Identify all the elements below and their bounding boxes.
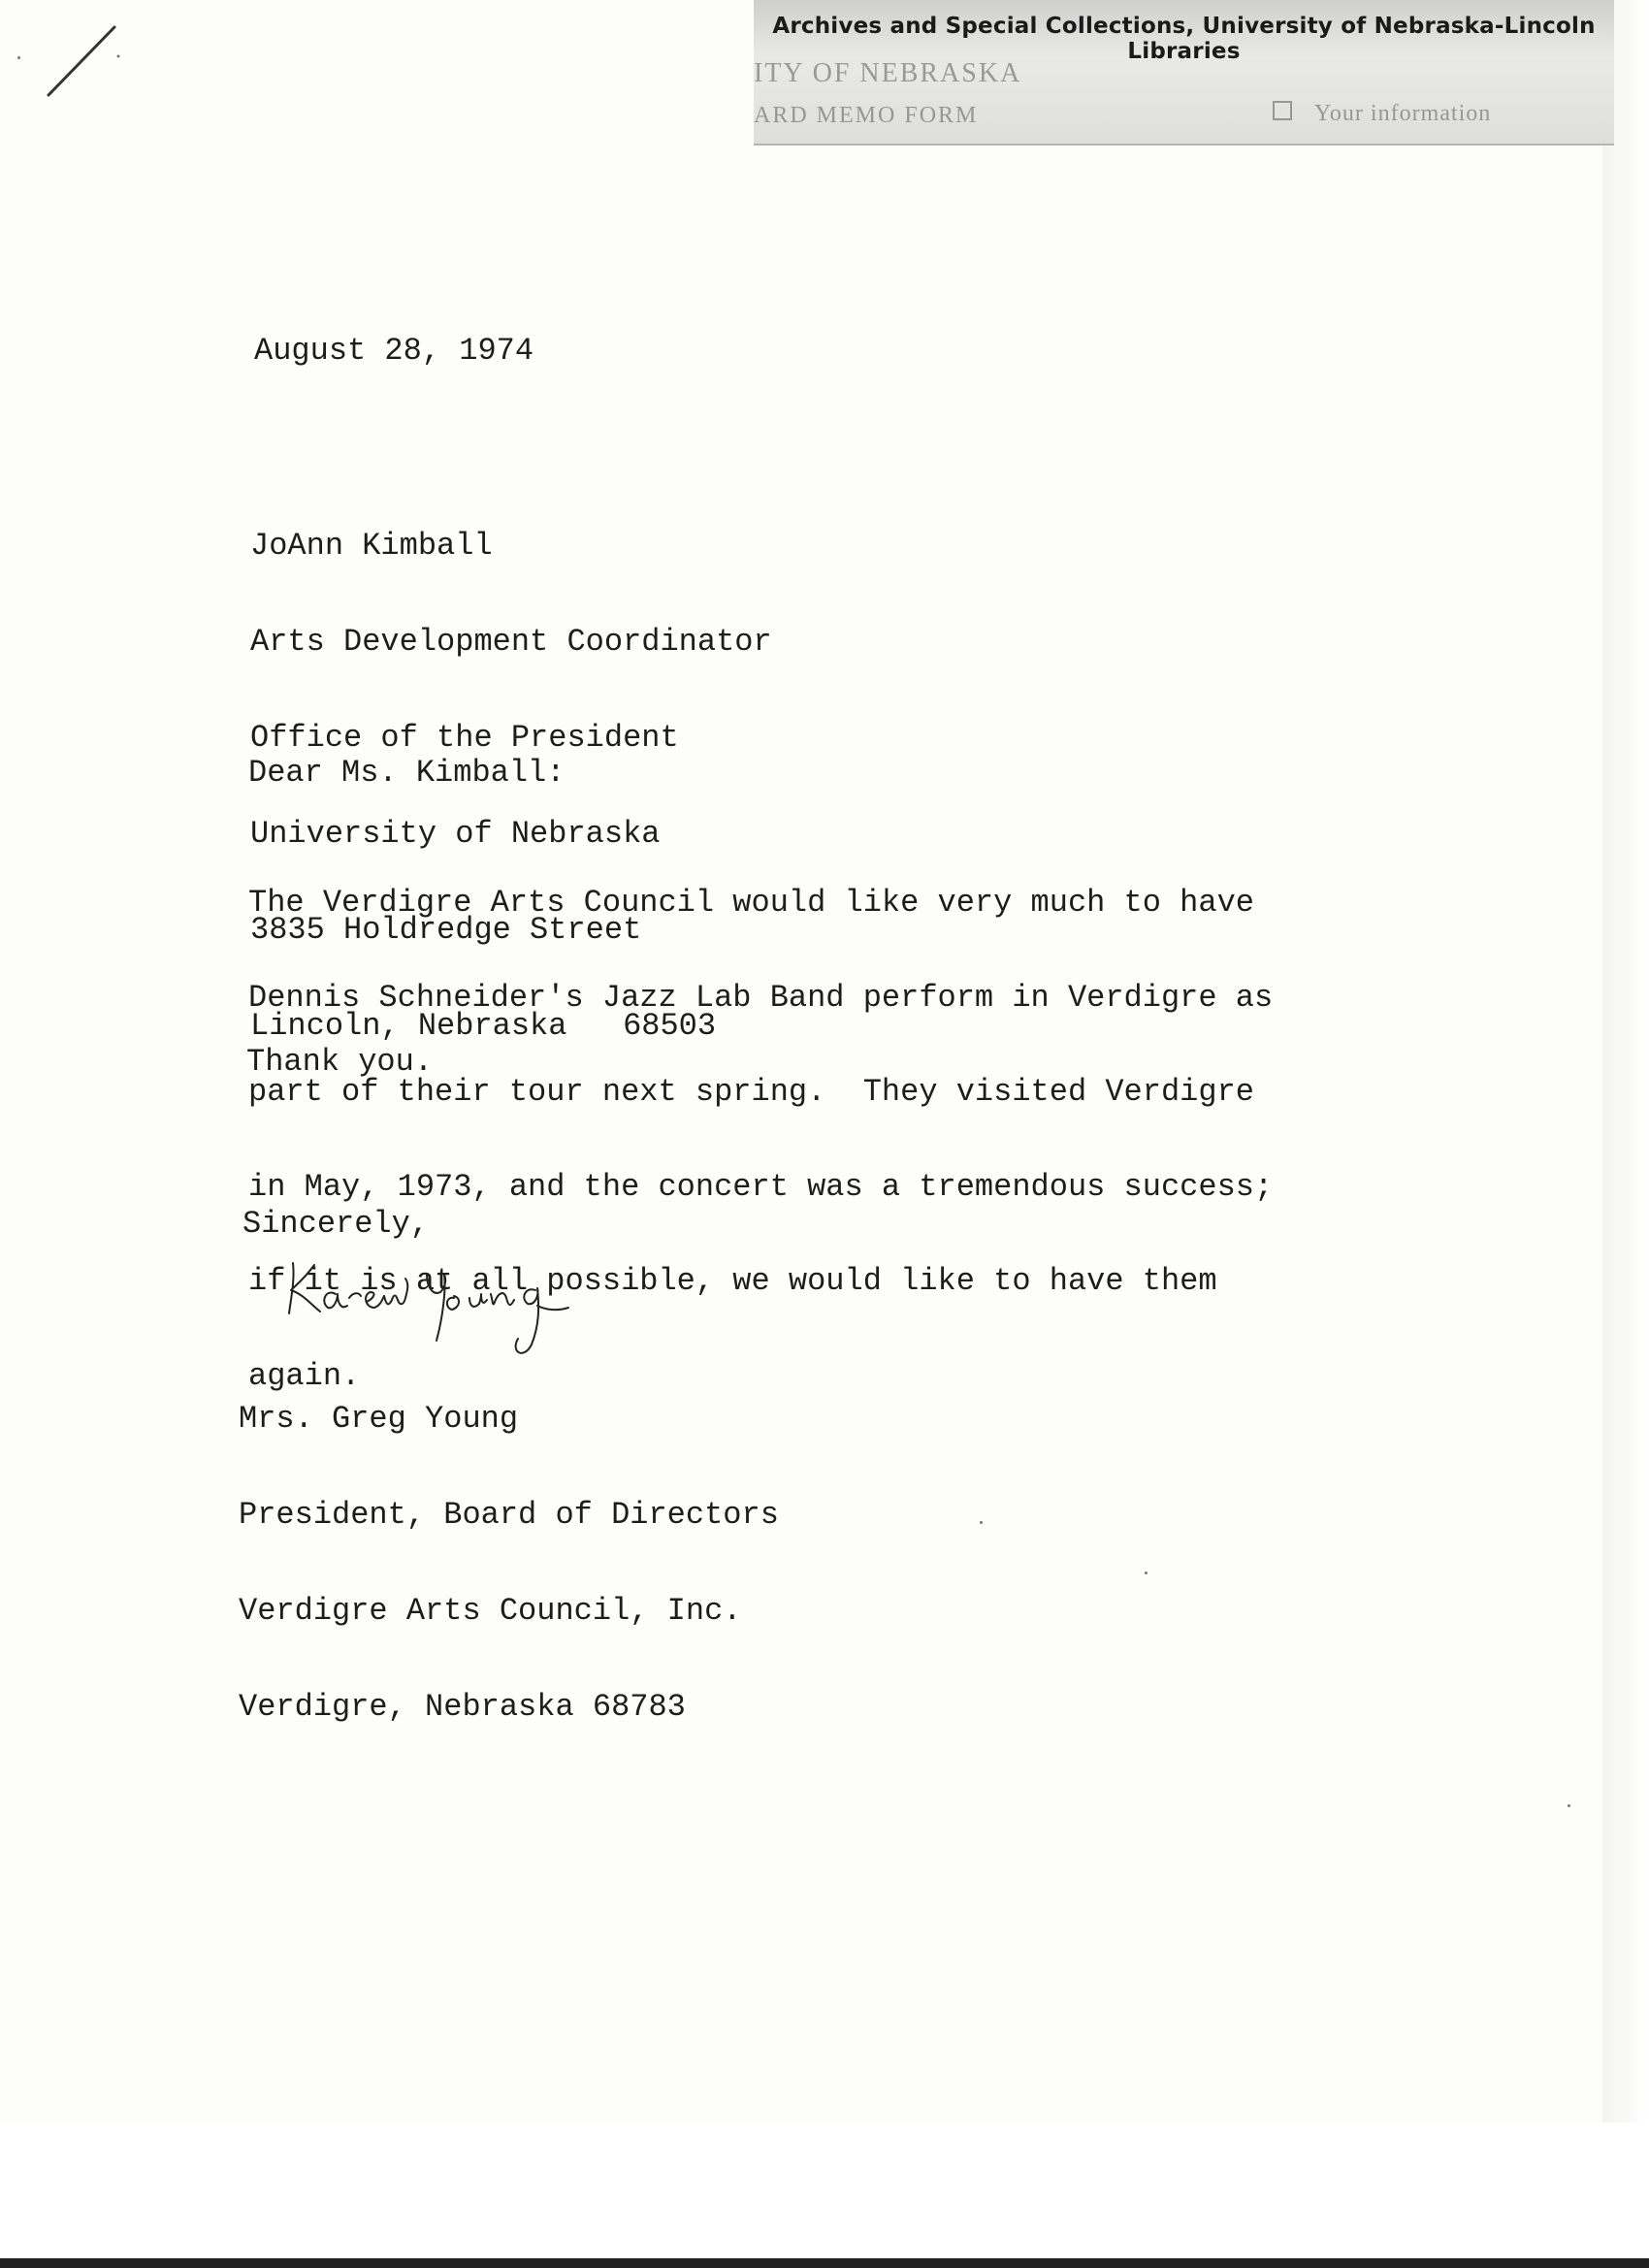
memo-header-line2: ARD MEMO FORM (754, 103, 979, 128)
archive-header-strip (754, 0, 1614, 146)
pen-mark-icon (39, 19, 126, 107)
sender-line: Verdigre, Nebraska 68783 (239, 1689, 686, 1725)
sender-block (239, 1339, 779, 1787)
scan-speck (1145, 1571, 1148, 1574)
salutation: Dear Ms. Kimball: (248, 755, 566, 791)
body-line: again. (248, 1357, 361, 1394)
scan-speck (17, 56, 20, 59)
closing: Sincerely, (242, 1206, 430, 1242)
memo-checkbox-icon (1273, 101, 1292, 120)
memo-info-label: Your information (1314, 101, 1492, 126)
scan-bottom-border (0, 2258, 1649, 2268)
body-line: part of their tour next spring. They visited Verdigre (248, 1074, 1254, 1110)
body-line: The Verdigre Arts Council would like very much to have (248, 885, 1254, 921)
scan-speck (980, 1521, 983, 1524)
letter-date: August 28, 1974 (254, 333, 534, 369)
recipient-line: JoAnn Kimball (250, 528, 493, 564)
sender-line: President, Board of Directors (239, 1497, 779, 1533)
recipient-line: Arts Development Coordinator (250, 624, 772, 660)
scan-edge-bottom (0, 2122, 1649, 2268)
recipient-line: Office of the President (250, 720, 679, 756)
archive-banner: Archives and Special Collections, University of Nebraska-Lincoln Libraries (772, 14, 1596, 64)
body-line: Dennis Schneider's Jazz Lab Band perform in Verdigre as (248, 979, 1274, 1016)
sender-line: Verdigre Arts Council, Inc. (239, 1593, 742, 1629)
recipient-line: Lincoln, Nebraska 68503 (250, 1008, 717, 1044)
memo-header-line1: ITY OF NEBRASKA (754, 58, 1022, 88)
body-line: if it is at all possible, we would like to have them (248, 1263, 1217, 1299)
thank-you-line: Thank you. (246, 1044, 434, 1080)
recipient-line: 3835 Holdredge Street (250, 912, 642, 948)
scan-speck (1568, 1804, 1570, 1807)
sender-line: Mrs. Greg Young (239, 1401, 519, 1437)
recipient-line: University of Nebraska (250, 816, 661, 852)
scan-edge-right (1602, 0, 1649, 2268)
body-line: in May, 1973, and the concert was a tremendous success; (248, 1168, 1274, 1205)
